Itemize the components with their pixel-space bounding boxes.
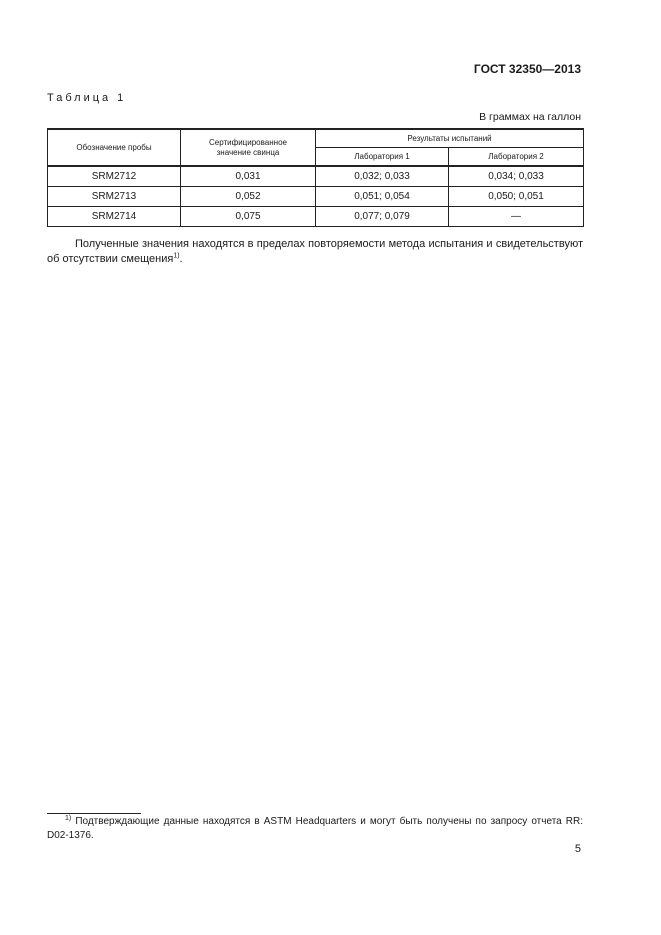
cell-lab2: —: [449, 207, 584, 227]
cell-lab1: 0,051; 0,054: [316, 187, 449, 207]
header-lab2: Лаборатория 2: [449, 148, 584, 167]
table-row: [48, 166, 584, 187]
header-results: Результаты испытаний: [316, 129, 584, 148]
cell-certified: 0,031: [181, 166, 316, 187]
cell-lab2: 0,034; 0,033: [449, 166, 584, 187]
cell-certified: 0,052: [181, 187, 316, 207]
footnote-mark: 1): [65, 814, 72, 822]
footnote-separator: [47, 813, 141, 814]
cell-lab1: 0,032; 0,033: [316, 166, 449, 187]
table-row: [48, 207, 584, 227]
table-row: [48, 187, 584, 207]
table-units: В граммах на галлон: [479, 111, 581, 123]
results-table: [47, 128, 584, 227]
header-sample: Обозначение пробы: [48, 129, 181, 166]
table-caption: Таблица 1: [47, 92, 127, 104]
footnote-text: Подтверждающие данные находятся в ASTM Headquarters и могут быть получены по запросу отчета RR: D02-1376.: [47, 816, 584, 841]
page-number: 5: [574, 843, 581, 855]
cell-sample: SRM2713: [48, 187, 181, 207]
body-paragraph: Полученные значения находятся в пределах повторяемости метода испытания и свидетельствуют об отсутствии смещения$^{1)}$.: [47, 238, 583, 265]
cell-lab1: 0,077; 0,079: [316, 207, 449, 227]
cell-certified: 0,075: [181, 207, 316, 227]
footnote-reference[interactable]: 1): [173, 252, 180, 260]
footnote: [47, 815, 583, 843]
header-certified: Сертифицированное значение свинца: [181, 129, 316, 166]
cell-sample: SRM2714: [48, 207, 181, 227]
paragraph-text: Полученные значения находятся в пределах повторяемости метода испытания и свидетельствуют об отсутствии смещения: [47, 238, 583, 265]
document-code: ГОСТ 32350—2013: [473, 62, 581, 76]
cell-sample: SRM2712: [48, 166, 181, 187]
cell-lab2: 0,050; 0,051: [449, 187, 584, 207]
header-lab1: Лаборатория 1: [316, 148, 449, 167]
